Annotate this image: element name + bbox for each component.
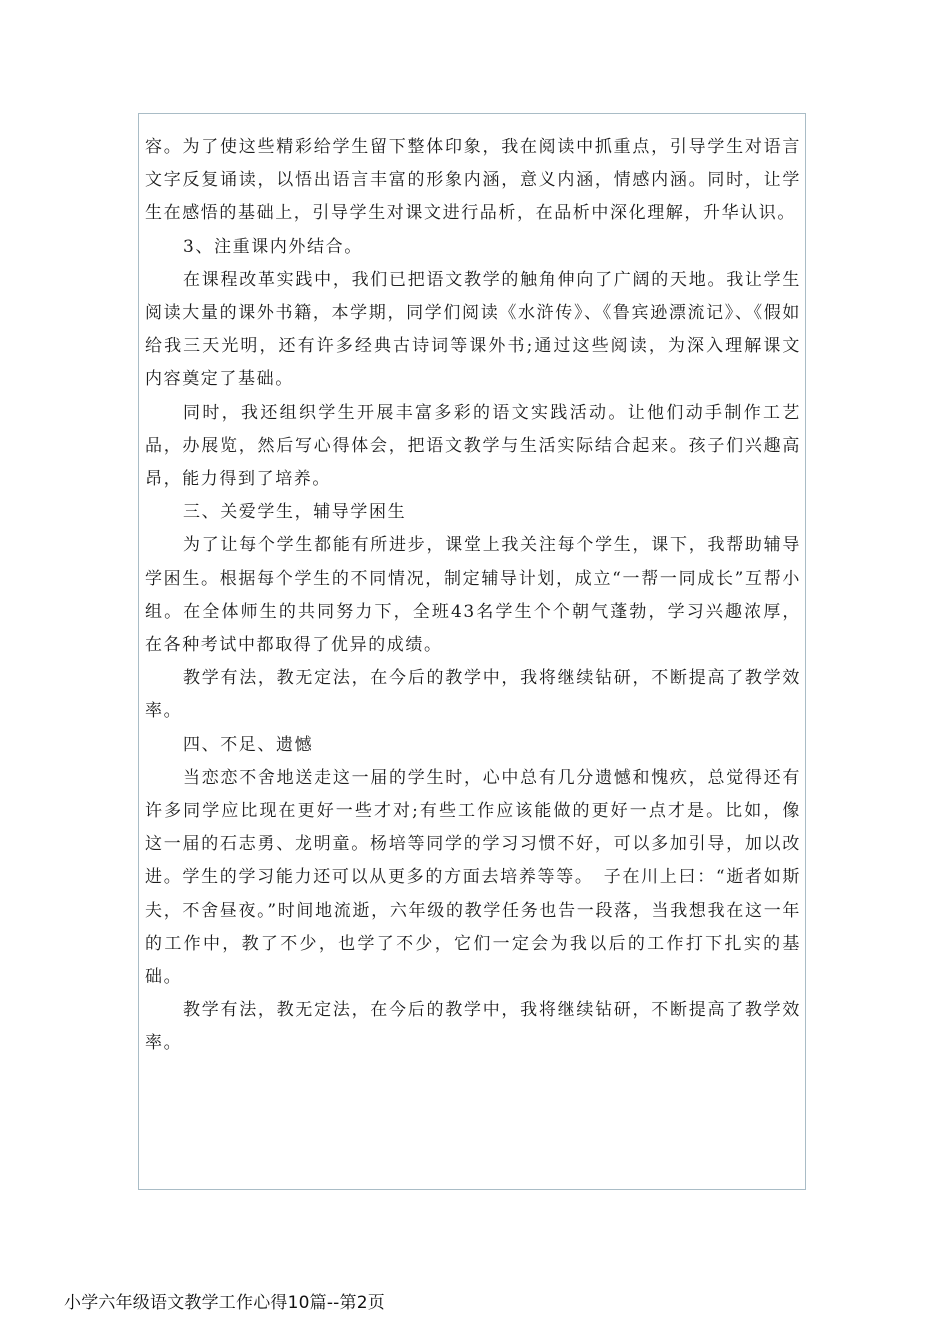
document-body	[145, 131, 801, 1061]
paragraph-2-heading: 3、注重课内外结合。	[183, 236, 363, 257]
document-frame	[138, 113, 806, 1190]
paragraph-7: 教学有法，教无定法，在今后的教学中，我将继续钻研，不断提高了教学效率。	[145, 668, 801, 722]
paragraph-10: 教学有法，教无定法，在今后的教学中，我将继续钻研，不断提高了教学效率。	[145, 1000, 801, 1054]
paragraph-6: 为了让每个学生都能有所进步，课堂上我关注每个学生，课下，我帮助辅导学困生。根据每个学生的不同情况，制定辅导计划，成立“一帮一同成长”互帮小组。在全体师生的共同努力下，全班43名学生个个朝气蓬勃，学习兴趣浓厚，在各种考试中都取得了优异的成绩。	[145, 535, 801, 656]
paragraph-1: 容。为了使这些精彩给学生留下整体印象，我在阅读中抓重点，引导学生对语言文字反复诵读，以悟出语言丰富的形象内涵，意义内涵，情感内涵。同时，让学生在感悟的基础上，引导学生对课文进行品析，在品析中深化理解，升华认识。	[145, 137, 801, 224]
paragraph-5-heading: 三、关爱学生，辅导学困生	[183, 502, 407, 523]
paragraph-4: 同时，我还组织学生开展丰富多彩的语文实践活动。让他们动手制作工艺品，办展览，然后写心得体会，把语文教学与生活实际结合起来。孩子们兴趣高昂，能力得到了培养。	[145, 402, 801, 490]
paragraph-8-heading: 四、不足、遗憾	[183, 734, 314, 755]
paragraph-3: 在课程改革实践中，我们已把语文教学的触角伸向了广阔的天地。我让学生阅读大量的课外书籍，本学期，同学们阅读《水浒传》、《鲁宾逊漂流记》、《假如给我三天光明，还有许多经典古诗词等课外书;通过这些阅读，为深入理解课文内容奠定了基础。	[145, 269, 801, 390]
paragraph-9: 当恋恋不舍地送走这一届的学生时，心中总有几分遗憾和愧疚，总觉得还有许多同学应比现在更好一些才对;有些工作应该能做的更好一点才是。比如，像这一届的石志勇、龙明童。杨培等同学的学习习惯不好，可以多加引导，加以改进。学生的学习能力还可以从更多的方面去培养等等。 子在川上曰：“逝者如斯夫，不舍昼夜。”时间地流逝，六年级的教学任务也告一段落，当我想我在这一年的工作中，教了不少，也学了不少，它们一定会为我以后的工作打下扎实的基础。	[145, 767, 801, 988]
page-footer: 小学六年级语文教学工作心得10篇--第2页	[64, 1293, 385, 1313]
